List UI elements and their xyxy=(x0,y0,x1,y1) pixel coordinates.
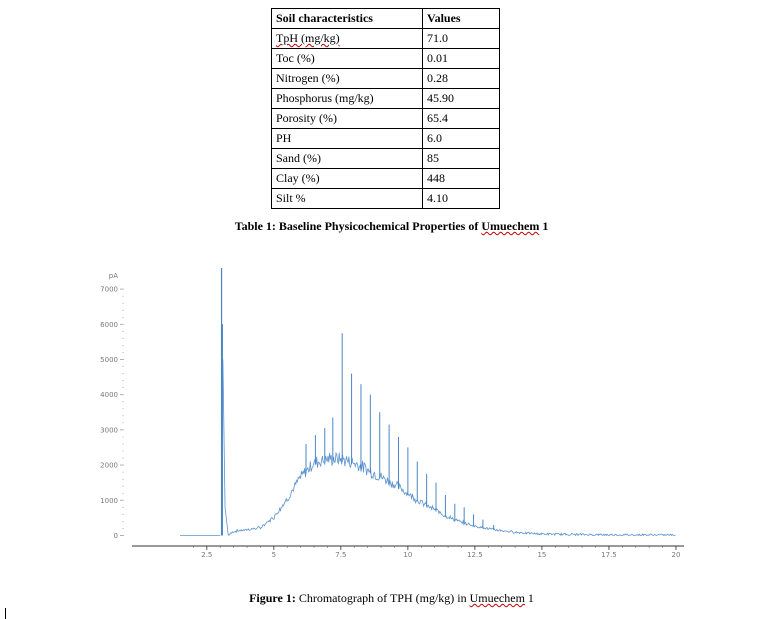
row-value: 4.10 xyxy=(423,189,500,209)
table-header-row xyxy=(272,9,500,29)
row-label: Phosphorus (mg/kg) xyxy=(272,89,423,109)
row-label: Sand (%) xyxy=(272,149,423,169)
y-tick-label: 7000 xyxy=(100,285,118,294)
text-cursor xyxy=(5,608,6,619)
y-tick-label: 4000 xyxy=(100,391,118,400)
row-label-text: TpH (mg/kg) xyxy=(276,31,340,45)
y-tick-label: 1000 xyxy=(100,496,118,505)
table-row xyxy=(272,89,500,109)
y-tick-label: 3000 xyxy=(100,426,118,435)
table-caption-text: Table 1: Baseline Physicochemical Properties of Umuechem 1 xyxy=(234,219,549,233)
row-label: Nitrogen (%) xyxy=(272,69,423,89)
table-row xyxy=(272,169,500,189)
y-tick-label: 6000 xyxy=(100,320,118,329)
table-row xyxy=(272,69,500,89)
trace-solvent-tail xyxy=(223,359,228,535)
row-value: 65.4 xyxy=(423,109,500,129)
table-caption xyxy=(0,219,783,234)
y-tick-label: 5000 xyxy=(100,355,118,364)
row-label: Toc (%) xyxy=(272,49,423,69)
header-soil-characteristics: Soil characteristics xyxy=(272,9,423,29)
figure-caption-text: Chromatograph of TPH (mg/kg) in Umuechem 1 xyxy=(295,591,534,605)
figure-caption-label: Figure 1: xyxy=(249,591,296,605)
x-tick-label: 5 xyxy=(271,551,277,559)
x-tick-label: 7.5 xyxy=(335,551,347,559)
row-label xyxy=(272,29,423,49)
table-row xyxy=(272,49,500,69)
row-value: 71.0 xyxy=(423,29,500,49)
spellcheck-word: Umuechem xyxy=(481,219,540,233)
row-label: Silt % xyxy=(272,189,423,209)
table-row xyxy=(272,109,500,129)
row-value: 0.28 xyxy=(423,69,500,89)
soil-properties-table xyxy=(271,8,500,209)
row-value: 448 xyxy=(423,169,500,189)
spellcheck-word: Umuechem xyxy=(469,591,525,605)
header-values: Values xyxy=(423,9,500,29)
row-value: 0.01 xyxy=(423,49,500,69)
chromatogram-chart xyxy=(92,262,692,572)
y-tick-label: 0 xyxy=(113,531,118,540)
trace-envelope xyxy=(228,453,675,536)
x-tick-label: 15 xyxy=(537,551,547,559)
table-row xyxy=(272,189,500,209)
x-tick-label: 2.5 xyxy=(201,551,213,559)
x-tick-label: 20 xyxy=(671,551,681,559)
y-tick-label: 2000 xyxy=(100,461,118,470)
y-unit-label: pA xyxy=(108,272,118,281)
x-tick-label: 10 xyxy=(403,551,413,559)
row-label: PH xyxy=(272,129,423,149)
table-row xyxy=(272,149,500,169)
table-row xyxy=(272,129,500,149)
row-value: 45.90 xyxy=(423,89,500,109)
x-tick-label: 12.5 xyxy=(467,551,483,559)
row-value: 85 xyxy=(423,149,500,169)
figure-caption xyxy=(0,591,783,606)
table-row xyxy=(272,29,500,49)
row-label: Porosity (%) xyxy=(272,109,423,129)
row-label: Clay (%) xyxy=(272,169,423,189)
x-tick-label: 17.5 xyxy=(601,551,617,559)
row-value: 6.0 xyxy=(423,129,500,149)
